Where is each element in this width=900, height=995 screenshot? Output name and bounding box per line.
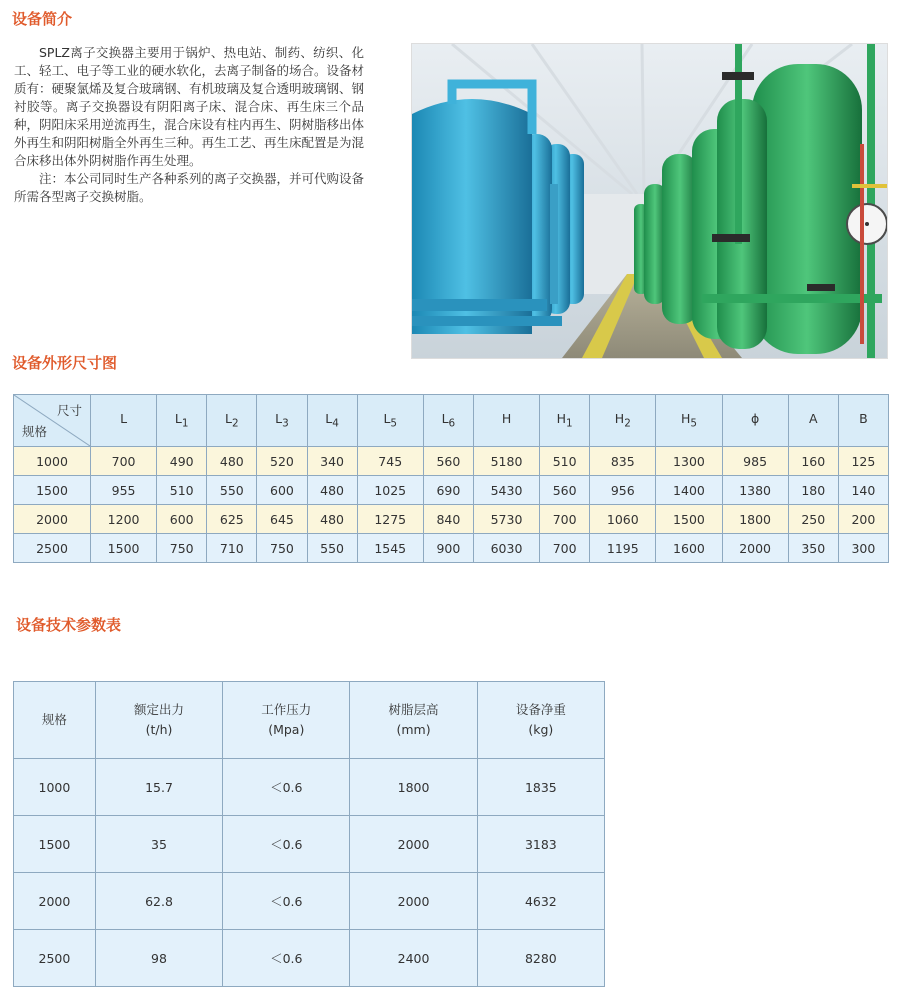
table-cell: 710 [207, 534, 257, 563]
table-cell: 3183 [477, 816, 604, 873]
intro-paragraph-2: 注：本公司同时生产各种系列的离子交换器，并可代购设备所需各型离子交换树脂。 [14, 171, 365, 204]
table-cell: 560 [423, 447, 473, 476]
table-cell: 62.8 [95, 873, 222, 930]
table-row [14, 873, 605, 930]
table-cell: 300 [838, 534, 888, 563]
header-cell: H [473, 395, 539, 447]
table-row [14, 534, 889, 563]
table-row [14, 759, 605, 816]
table-cell: 1300 [656, 447, 722, 476]
header-cell: $L_6$ [423, 395, 473, 447]
table-cell: 645 [257, 505, 307, 534]
table-row [14, 816, 605, 873]
table-cell: 1060 [590, 505, 656, 534]
table-cell: 835 [590, 447, 656, 476]
table-cell: 2000 [14, 873, 96, 930]
header-cell: $L_2$ [207, 395, 257, 447]
table-cell: 1500 [14, 476, 91, 505]
header-cell: $H_1$ [540, 395, 590, 447]
header-cell: $H_2$ [590, 395, 656, 447]
table-cell: 1500 [91, 534, 157, 563]
tech-header-cell: 设备净重 (kg) [477, 682, 604, 759]
table-cell: 1200 [91, 505, 157, 534]
tech-header-cell: 树脂层高 (mm) [350, 682, 477, 759]
table-cell: 510 [157, 476, 207, 505]
dimensions-header-row [14, 395, 889, 447]
table-cell: ＜0.6 [223, 816, 350, 873]
table-cell: 2500 [14, 930, 96, 987]
header-cell: $L_1$ [157, 395, 207, 447]
intro-text [14, 44, 364, 206]
table-cell: 5180 [473, 447, 539, 476]
header-cell: $L_3$ [257, 395, 307, 447]
header-cell: $L_4$ [307, 395, 357, 447]
table-cell: 1195 [590, 534, 656, 563]
table-cell: 1600 [656, 534, 722, 563]
table-cell: 600 [157, 505, 207, 534]
table-cell: 550 [307, 534, 357, 563]
corner-cell [14, 395, 91, 447]
table-cell: 510 [540, 447, 590, 476]
table-cell: 1275 [357, 505, 423, 534]
ion-exchanger-illustration [412, 44, 887, 358]
table-cell: 900 [423, 534, 473, 563]
table-cell: 700 [540, 534, 590, 563]
table-cell: 750 [257, 534, 307, 563]
tech-header-cell: 规格 [14, 682, 96, 759]
table-cell: 2400 [350, 930, 477, 987]
corner-label-size: 尺寸 [56, 403, 82, 418]
table-cell: 340 [307, 447, 357, 476]
table-cell: 480 [207, 447, 257, 476]
table-cell: 490 [157, 447, 207, 476]
table-cell: 2000 [350, 873, 477, 930]
table-cell: ＜0.6 [223, 873, 350, 930]
table-cell: 956 [590, 476, 656, 505]
tech-title: 设备技术参数表 [16, 616, 122, 634]
table-cell: 750 [157, 534, 207, 563]
table-cell: 2500 [14, 534, 91, 563]
table-cell: 200 [838, 505, 888, 534]
table-cell: 480 [307, 505, 357, 534]
table-cell: 4632 [477, 873, 604, 930]
table-cell: 98 [95, 930, 222, 987]
header-cell: $L_5$ [357, 395, 423, 447]
table-cell: 955 [91, 476, 157, 505]
table-cell: 1380 [722, 476, 788, 505]
table-cell: 550 [207, 476, 257, 505]
table-cell: 2000 [722, 534, 788, 563]
table-cell: 560 [540, 476, 590, 505]
intro-paragraph-1: SPLZ离子交换器主要用于锅炉、热电站、制药、纺织、化工、轻工、电子等工业的硬水软化，去离子制备的场合。设备材质有：硬聚氯烯及复合玻璃钢、有机玻璃及复合透明玻璃钢、钢衬胶等。离子交换器设有阴阳离子床、混合床、再生床三个品种，阴阳床采用逆流再生，混合床设有柱内再生、阴树脂移出体外再生和阴阳树脂全外再生三种。再生工艺、再生床配置是为混合床移出体外阴树脂作再生处理。 [14, 45, 365, 168]
table-cell: 700 [91, 447, 157, 476]
table-cell: 5430 [473, 476, 539, 505]
table-cell: 160 [788, 447, 838, 476]
table-cell: 1000 [14, 759, 96, 816]
table-row [14, 476, 889, 505]
table-cell: 250 [788, 505, 838, 534]
table-cell: 8280 [477, 930, 604, 987]
tech-header-cell: 额定出力 (t/h) [95, 682, 222, 759]
table-cell: 35 [95, 816, 222, 873]
table-cell: 15.7 [95, 759, 222, 816]
table-cell: 180 [788, 476, 838, 505]
header-cell: B [838, 395, 888, 447]
table-row [14, 447, 889, 476]
table-cell: 1545 [357, 534, 423, 563]
table-cell: 1835 [477, 759, 604, 816]
table-cell: 690 [423, 476, 473, 505]
table-cell: 985 [722, 447, 788, 476]
table-cell: 1500 [14, 816, 96, 873]
table-cell: 625 [207, 505, 257, 534]
table-cell: ＜0.6 [223, 930, 350, 987]
header-cell: $H_5$ [656, 395, 722, 447]
table-row [14, 505, 889, 534]
intro-title: 设备简介 [12, 10, 73, 28]
table-cell: 2000 [350, 816, 477, 873]
table-cell: 700 [540, 505, 590, 534]
tech-params-table [13, 681, 605, 987]
table-cell: 140 [838, 476, 888, 505]
corner-label-spec: 规格 [22, 424, 48, 439]
table-cell: 600 [257, 476, 307, 505]
table-cell: 1000 [14, 447, 91, 476]
header-cell: L [91, 395, 157, 447]
table-cell: 840 [423, 505, 473, 534]
table-cell: 1400 [656, 476, 722, 505]
table-cell: 1800 [350, 759, 477, 816]
tech-header-row [14, 682, 605, 759]
table-cell: 6030 [473, 534, 539, 563]
table-cell: 350 [788, 534, 838, 563]
dimensions-title: 设备外形尺寸图 [12, 354, 118, 372]
table-row [14, 930, 605, 987]
table-cell: ＜0.6 [223, 759, 350, 816]
table-cell: 520 [257, 447, 307, 476]
table-cell: 1800 [722, 505, 788, 534]
table-cell: 2000 [14, 505, 91, 534]
table-cell: 5730 [473, 505, 539, 534]
header-cell: ϕ [722, 395, 788, 447]
tech-header-cell: 工作压力 (Mpa) [223, 682, 350, 759]
table-cell: 1500 [656, 505, 722, 534]
dimensions-table [13, 394, 889, 563]
table-cell: 1025 [357, 476, 423, 505]
table-cell: 480 [307, 476, 357, 505]
equipment-photo [411, 43, 888, 359]
header-cell: A [788, 395, 838, 447]
table-cell: 745 [357, 447, 423, 476]
table-cell: 125 [838, 447, 888, 476]
